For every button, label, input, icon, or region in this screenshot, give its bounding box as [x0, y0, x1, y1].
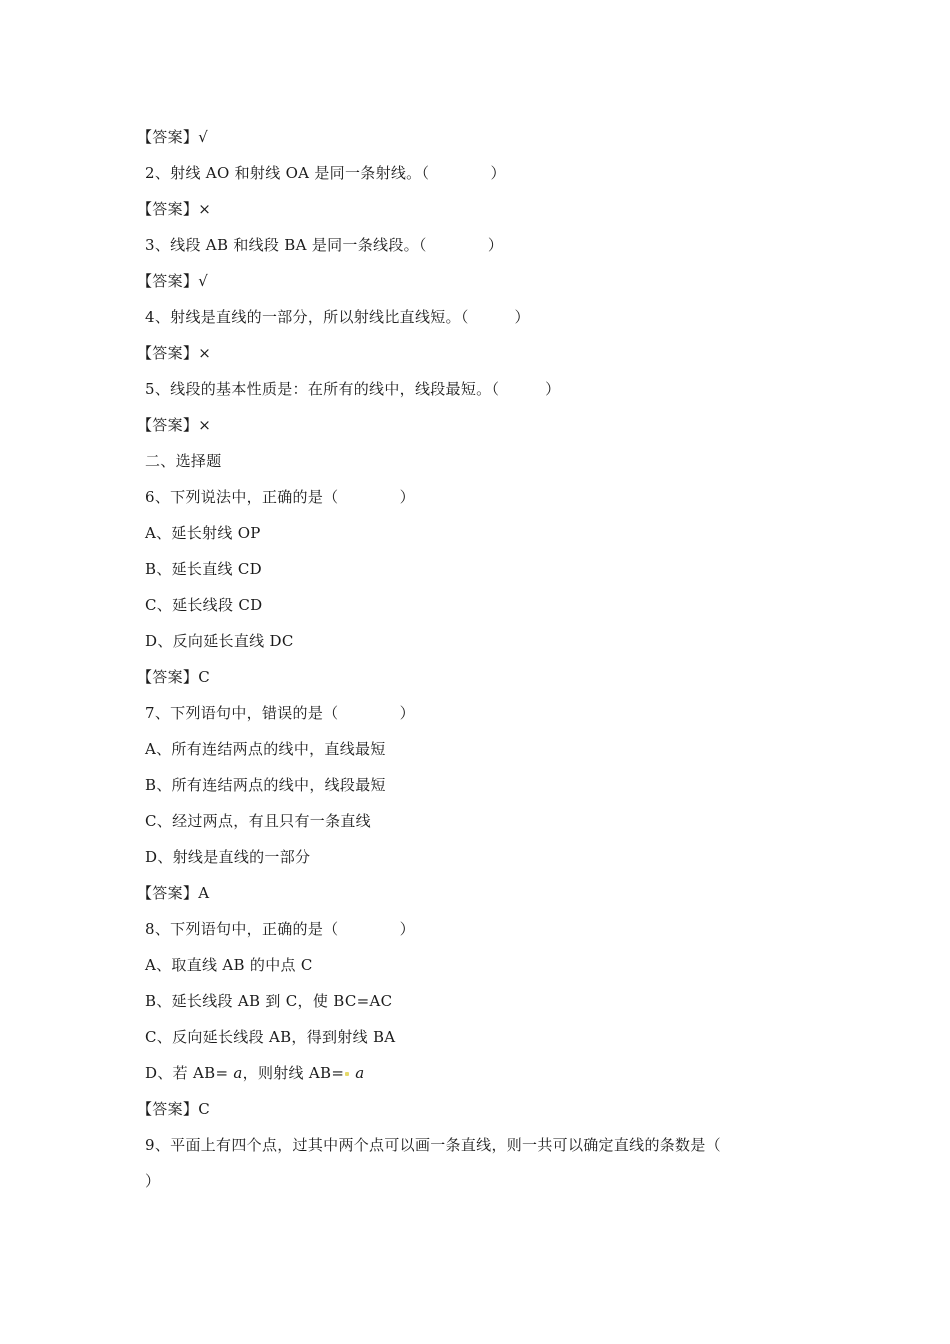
answer-6: 【答案】C — [137, 668, 210, 686]
question-3: 3、线段 AB 和线段 BA 是同一条线段。（ ） — [145, 236, 504, 254]
option-8d-var-1: a — [233, 1064, 243, 1082]
option-6c: C、延长线段 CD — [145, 596, 263, 614]
question-7: 7、下列语句中，错误的是（ ） — [145, 704, 415, 722]
option-6d: D、反向延长直线 DC — [145, 632, 294, 650]
option-7a: A、所有连结两点的线中，直线最短 — [145, 740, 386, 758]
highlight-mark — [345, 1072, 349, 1076]
answer-8: 【答案】C — [137, 1100, 210, 1118]
question-9: 9、平面上有四个点，过其中两个点可以画一条直线，则一共可以确定直线的条数是（ — [145, 1136, 721, 1154]
question-9-paren: ） — [145, 1172, 161, 1190]
question-4: 4、射线是直线的一部分，所以射线比直线短。（ ） — [145, 308, 530, 326]
answer-1: 【答案】√ — [137, 128, 209, 146]
option-7d: D、射线是直线的一部分 — [145, 848, 311, 866]
answer-7: 【答案】A — [137, 884, 210, 902]
section-heading-choice: 二、选择题 — [145, 452, 222, 470]
option-8b: B、延长线段 AB 到 C，使 BC=AC — [145, 992, 393, 1010]
option-8c: C、反向延长线段 AB，得到射线 BA — [145, 1028, 396, 1046]
option-7c: C、经过两点，有且只有一条直线 — [145, 812, 371, 830]
question-2: 2、射线 AO 和射线 OA 是同一条射线。（ ） — [145, 164, 506, 182]
option-8d-text-b: ，则射线 AB= — [242, 1064, 345, 1082]
option-8d — [145, 1063, 365, 1083]
option-7b: B、所有连结两点的线中，线段最短 — [145, 776, 386, 794]
answer-2: 【答案】× — [137, 200, 212, 218]
option-8d-var-2: a — [350, 1064, 365, 1082]
question-6: 6、下列说法中，正确的是（ ） — [145, 488, 415, 506]
option-6b: B、延长直线 CD — [145, 560, 262, 578]
option-6a: A、延长射线 OP — [145, 524, 261, 542]
answer-4: 【答案】× — [137, 344, 212, 362]
answer-5: 【答案】× — [137, 416, 212, 434]
question-5: 5、线段的基本性质是：在所有的线中，线段最短。（ ） — [145, 380, 561, 398]
option-8a: A、取直线 AB 的中点 C — [145, 956, 313, 974]
question-8: 8、下列语句中，正确的是（ ） — [145, 920, 415, 938]
answer-3: 【答案】√ — [137, 272, 209, 290]
option-8d-text-a: D、若 AB= — [145, 1064, 234, 1082]
